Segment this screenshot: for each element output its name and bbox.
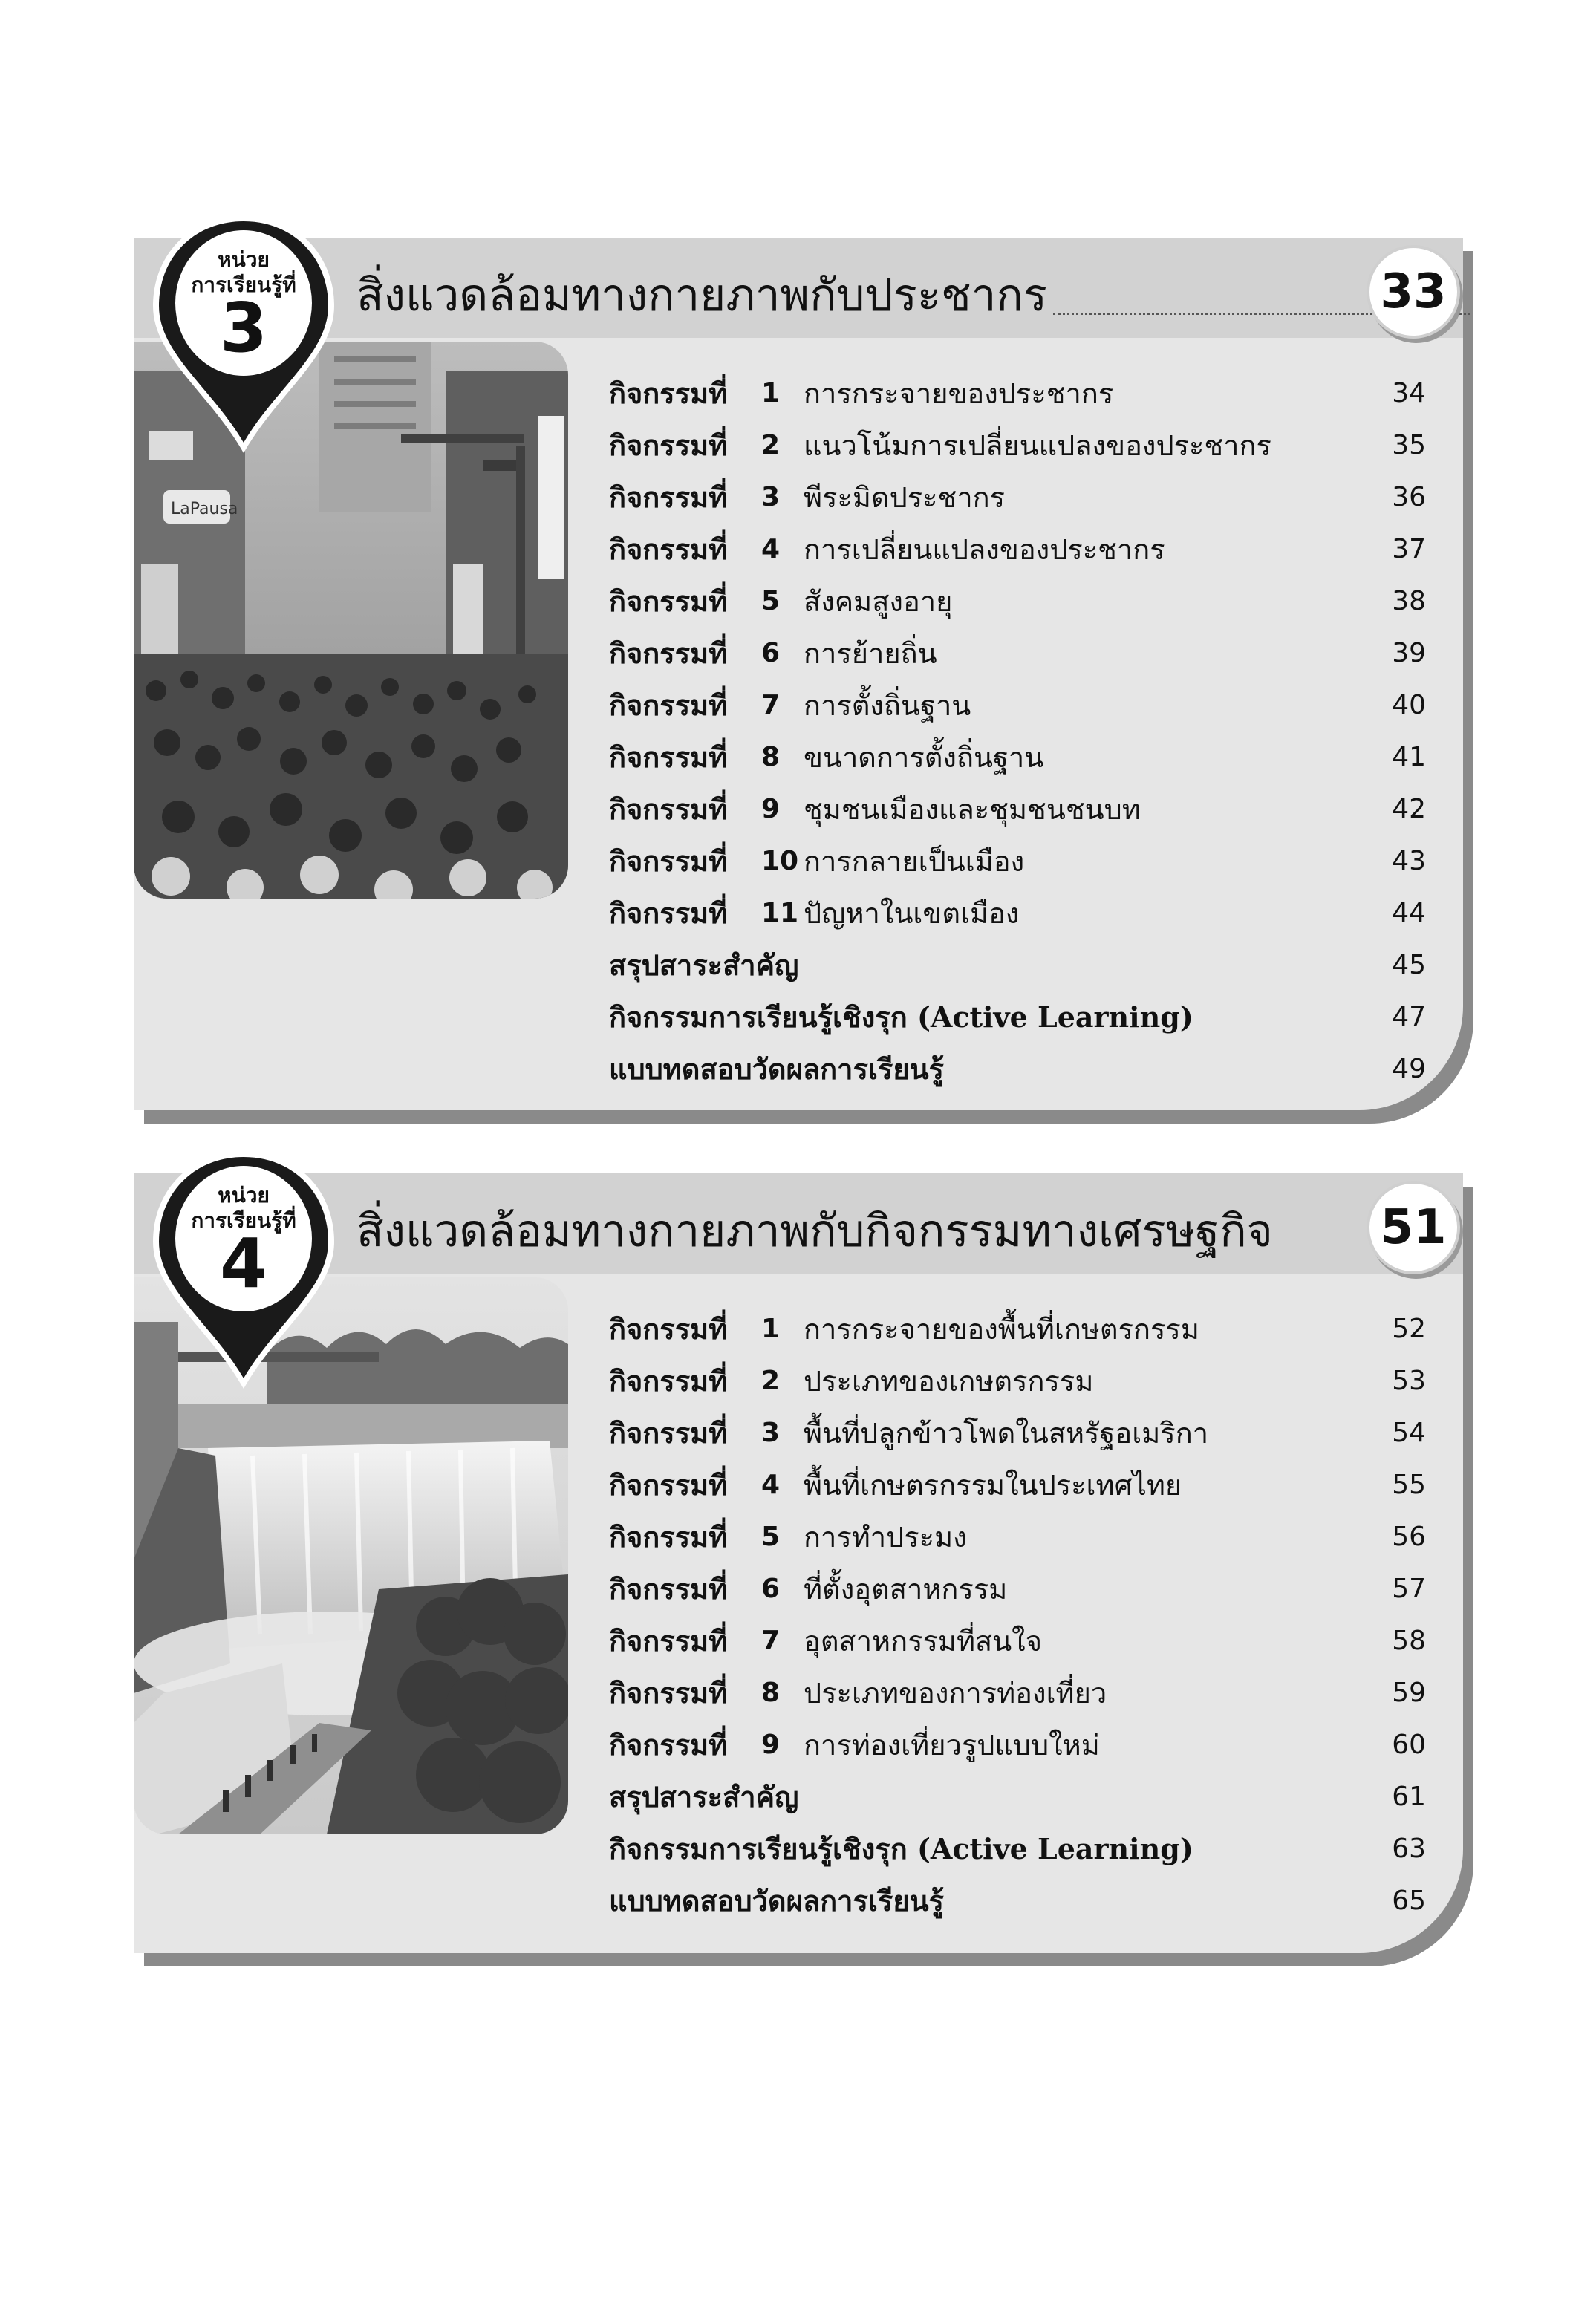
- toc-row[interactable]: [609, 1459, 1426, 1511]
- toc-summary-row[interactable]: [609, 939, 1426, 991]
- activity-label: กิจกรรมที่: [609, 532, 728, 566]
- activity-title: การกลายเป็นเมือง: [804, 845, 1025, 878]
- activity-title: การย้ายถิ่น: [804, 637, 937, 670]
- activity-title: การเปลี่ยนแปลงของประชากร: [804, 533, 1165, 566]
- toc-row[interactable]: [609, 1303, 1426, 1355]
- activity-number: 8: [761, 742, 781, 772]
- activity-number: 5: [761, 586, 781, 616]
- activity-page: 35: [1392, 430, 1426, 460]
- activity-label: กิจกรรมที่: [609, 636, 728, 670]
- activity-number: 2: [761, 430, 781, 460]
- activity-title: สังคมสูงอายุ: [804, 585, 953, 618]
- unit-3-section: [134, 238, 1470, 1136]
- toc-row[interactable]: [609, 368, 1426, 420]
- activity-title: พีระมิดประชากร: [804, 481, 1006, 514]
- activity-page: 52: [1392, 1314, 1426, 1344]
- activity-title: การทำประมง: [804, 1521, 967, 1554]
- unit-title-text[interactable]: สิ่งแวดล้อมทางกายภาพกับกิจกรรมทางเศรษฐกิจ: [356, 1205, 1273, 1257]
- activity-title: ปัญหาในเขตเมือง: [804, 897, 1020, 930]
- activity-page: 38: [1392, 586, 1426, 616]
- toc-row[interactable]: [609, 731, 1426, 783]
- activity-label: กิจกรรมที่: [609, 377, 728, 410]
- toc-row[interactable]: [609, 887, 1426, 939]
- badge-unit-number: 3: [219, 288, 267, 368]
- activity-number: 4: [761, 1470, 781, 1500]
- activity-label: กิจกรรมที่: [609, 1572, 728, 1606]
- toc-active-learning-row[interactable]: [609, 1823, 1426, 1875]
- badge-unit-number: 4: [219, 1224, 267, 1303]
- unit-title-text[interactable]: สิ่งแวดล้อมทางกายภาพกับประชากร: [356, 270, 1048, 322]
- activity-page: 41: [1392, 742, 1426, 772]
- toc-test-row[interactable]: [609, 1043, 1426, 1095]
- toc-row[interactable]: [609, 1407, 1426, 1459]
- toc-row[interactable]: [609, 1355, 1426, 1407]
- active-learning-page: 47: [1392, 1002, 1426, 1032]
- unit-badge-pin: [140, 1144, 348, 1396]
- toc-row[interactable]: [609, 472, 1426, 524]
- activity-number: 4: [761, 534, 781, 564]
- unit-title[interactable]: [356, 266, 1470, 325]
- active-learning-label: กิจกรรมการเรียนรู้เชิงรุก (Active Learning): [609, 1832, 1193, 1865]
- toc-row[interactable]: [609, 420, 1426, 472]
- activity-label: กิจกรรมที่: [609, 1468, 728, 1502]
- unit-title[interactable]: [356, 1202, 1470, 1261]
- activity-title: การกระจายของพื้นที่เกษตรกรรม: [804, 1313, 1199, 1346]
- activity-label: กิจกรรมที่: [609, 1728, 728, 1762]
- summary-label: สรุปสาระสำคัญ: [609, 1780, 799, 1813]
- toc-row[interactable]: [609, 1615, 1426, 1667]
- test-label: แบบทดสอบวัดผลการเรียนรู้: [609, 1884, 944, 1917]
- activity-label: กิจกรรมที่: [609, 896, 728, 930]
- activity-number: 8: [761, 1678, 781, 1708]
- activity-label: กิจกรรมที่: [609, 428, 728, 462]
- activity-page: 42: [1392, 794, 1426, 824]
- activity-number: 5: [761, 1522, 781, 1552]
- toc-row[interactable]: [609, 576, 1426, 628]
- activity-label: กิจกรรมที่: [609, 844, 728, 878]
- activity-title: การกระจายของประชากร: [804, 377, 1114, 410]
- badge-unit-word: หน่วย: [218, 247, 270, 272]
- activity-title: ขนาดการตั้งถิ่นฐาน: [804, 741, 1044, 774]
- activity-number: 11: [761, 898, 799, 928]
- toc-row[interactable]: [609, 783, 1426, 835]
- active-learning-label: กิจกรรมการเรียนรู้เชิงรุก (Active Learning): [609, 1000, 1193, 1034]
- test-page: 49: [1392, 1054, 1426, 1084]
- activity-number: 10: [761, 846, 799, 876]
- badge-unit-word: หน่วย: [218, 1183, 270, 1208]
- badge-learning-word: การเรียนรู้ที่: [191, 1208, 296, 1233]
- toc-row[interactable]: [609, 1511, 1426, 1563]
- activity-number: 3: [761, 1418, 781, 1448]
- activity-number: 9: [761, 794, 781, 824]
- activity-label: กิจกรรมที่: [609, 740, 728, 774]
- activity-title: แนวโน้มการเปลี่ยนแปลงของประชากร: [804, 429, 1271, 462]
- activity-title: อุตสาหกรรมที่สนใจ: [804, 1625, 1042, 1658]
- toc-list: [609, 1303, 1426, 1927]
- activity-number: 6: [761, 638, 781, 668]
- activity-page: 34: [1392, 378, 1426, 408]
- activity-page: 39: [1392, 638, 1426, 668]
- activity-page: 43: [1392, 846, 1426, 876]
- activity-number: 6: [761, 1574, 781, 1604]
- activity-page: 58: [1392, 1626, 1426, 1656]
- unit-page-number[interactable]: 33: [1367, 245, 1460, 339]
- toc-list: [609, 368, 1426, 1095]
- toc-row[interactable]: [609, 835, 1426, 887]
- activity-title: ชุมชนเมืองและชุมชนชนบท: [804, 793, 1141, 826]
- activity-page: 59: [1392, 1678, 1426, 1708]
- toc-row[interactable]: [609, 628, 1426, 680]
- activity-number: 2: [761, 1366, 781, 1396]
- test-page: 65: [1392, 1886, 1426, 1916]
- activity-page: 40: [1392, 690, 1426, 720]
- activity-number: 9: [761, 1730, 781, 1760]
- activity-page: 53: [1392, 1366, 1426, 1396]
- activity-page: 57: [1392, 1574, 1426, 1604]
- toc-row[interactable]: [609, 1563, 1426, 1615]
- activity-title: ประเภทของเกษตรกรรม: [804, 1365, 1094, 1398]
- activity-number: 1: [761, 1314, 781, 1344]
- activity-title: ที่ตั้งอุตสาหกรรม: [804, 1573, 1008, 1606]
- activity-number: 1: [761, 378, 781, 408]
- activity-label: กิจกรรมที่: [609, 480, 728, 514]
- svg-text:LaPausa: LaPausa: [171, 500, 238, 518]
- toc-row[interactable]: [609, 1667, 1426, 1719]
- activity-page: 37: [1392, 534, 1426, 564]
- summary-page: 61: [1392, 1782, 1426, 1812]
- activity-page: 55: [1392, 1470, 1426, 1500]
- toc-row[interactable]: [609, 1719, 1426, 1771]
- activity-number: 3: [761, 482, 781, 512]
- toc-row[interactable]: [609, 524, 1426, 576]
- activity-page: 54: [1392, 1418, 1426, 1448]
- summary-page: 45: [1392, 950, 1426, 980]
- activity-label: กิจกรรมที่: [609, 1676, 728, 1710]
- toc-active-learning-row[interactable]: [609, 991, 1426, 1043]
- activity-label: กิจกรรมที่: [609, 1312, 728, 1346]
- activity-title: ประเภทของการท่องเที่ยว: [804, 1677, 1107, 1710]
- test-label: แบบทดสอบวัดผลการเรียนรู้: [609, 1052, 944, 1086]
- activity-number: 7: [761, 690, 781, 720]
- activity-title: พื้นที่ปลูกข้าวโพดในสหรัฐอเมริกา: [804, 1417, 1209, 1450]
- unit-page-number[interactable]: 51: [1367, 1181, 1460, 1274]
- activity-page: 44: [1392, 898, 1426, 928]
- toc-row[interactable]: [609, 680, 1426, 731]
- activity-title: การท่องเที่ยวรูปแบบใหม่: [804, 1729, 1100, 1762]
- activity-page: 56: [1392, 1522, 1426, 1552]
- activity-label: กิจกรรมที่: [609, 1624, 728, 1658]
- activity-page: 60: [1392, 1730, 1426, 1760]
- summary-label: สรุปสาระสำคัญ: [609, 948, 799, 982]
- activity-number: 7: [761, 1626, 781, 1656]
- activity-label: กิจกรรมที่: [609, 1416, 728, 1450]
- unit-badge-pin: [140, 208, 348, 460]
- toc-summary-row[interactable]: [609, 1771, 1426, 1823]
- toc-test-row[interactable]: [609, 1875, 1426, 1927]
- activity-label: กิจกรรมที่: [609, 584, 728, 618]
- activity-title: การตั้งถิ่นฐาน: [804, 689, 971, 722]
- active-learning-page: 63: [1392, 1834, 1426, 1864]
- activity-page: 36: [1392, 482, 1426, 512]
- activity-title: พื้นที่เกษตรกรรมในประเทศไทย: [804, 1469, 1182, 1502]
- activity-label: กิจกรรมที่: [609, 688, 728, 722]
- activity-label: กิจกรรมที่: [609, 792, 728, 826]
- badge-learning-word: การเรียนรู้ที่: [191, 273, 296, 297]
- unit-4-section: [134, 1173, 1470, 2072]
- activity-label: กิจกรรมที่: [609, 1520, 728, 1554]
- activity-label: กิจกรรมที่: [609, 1364, 728, 1398]
